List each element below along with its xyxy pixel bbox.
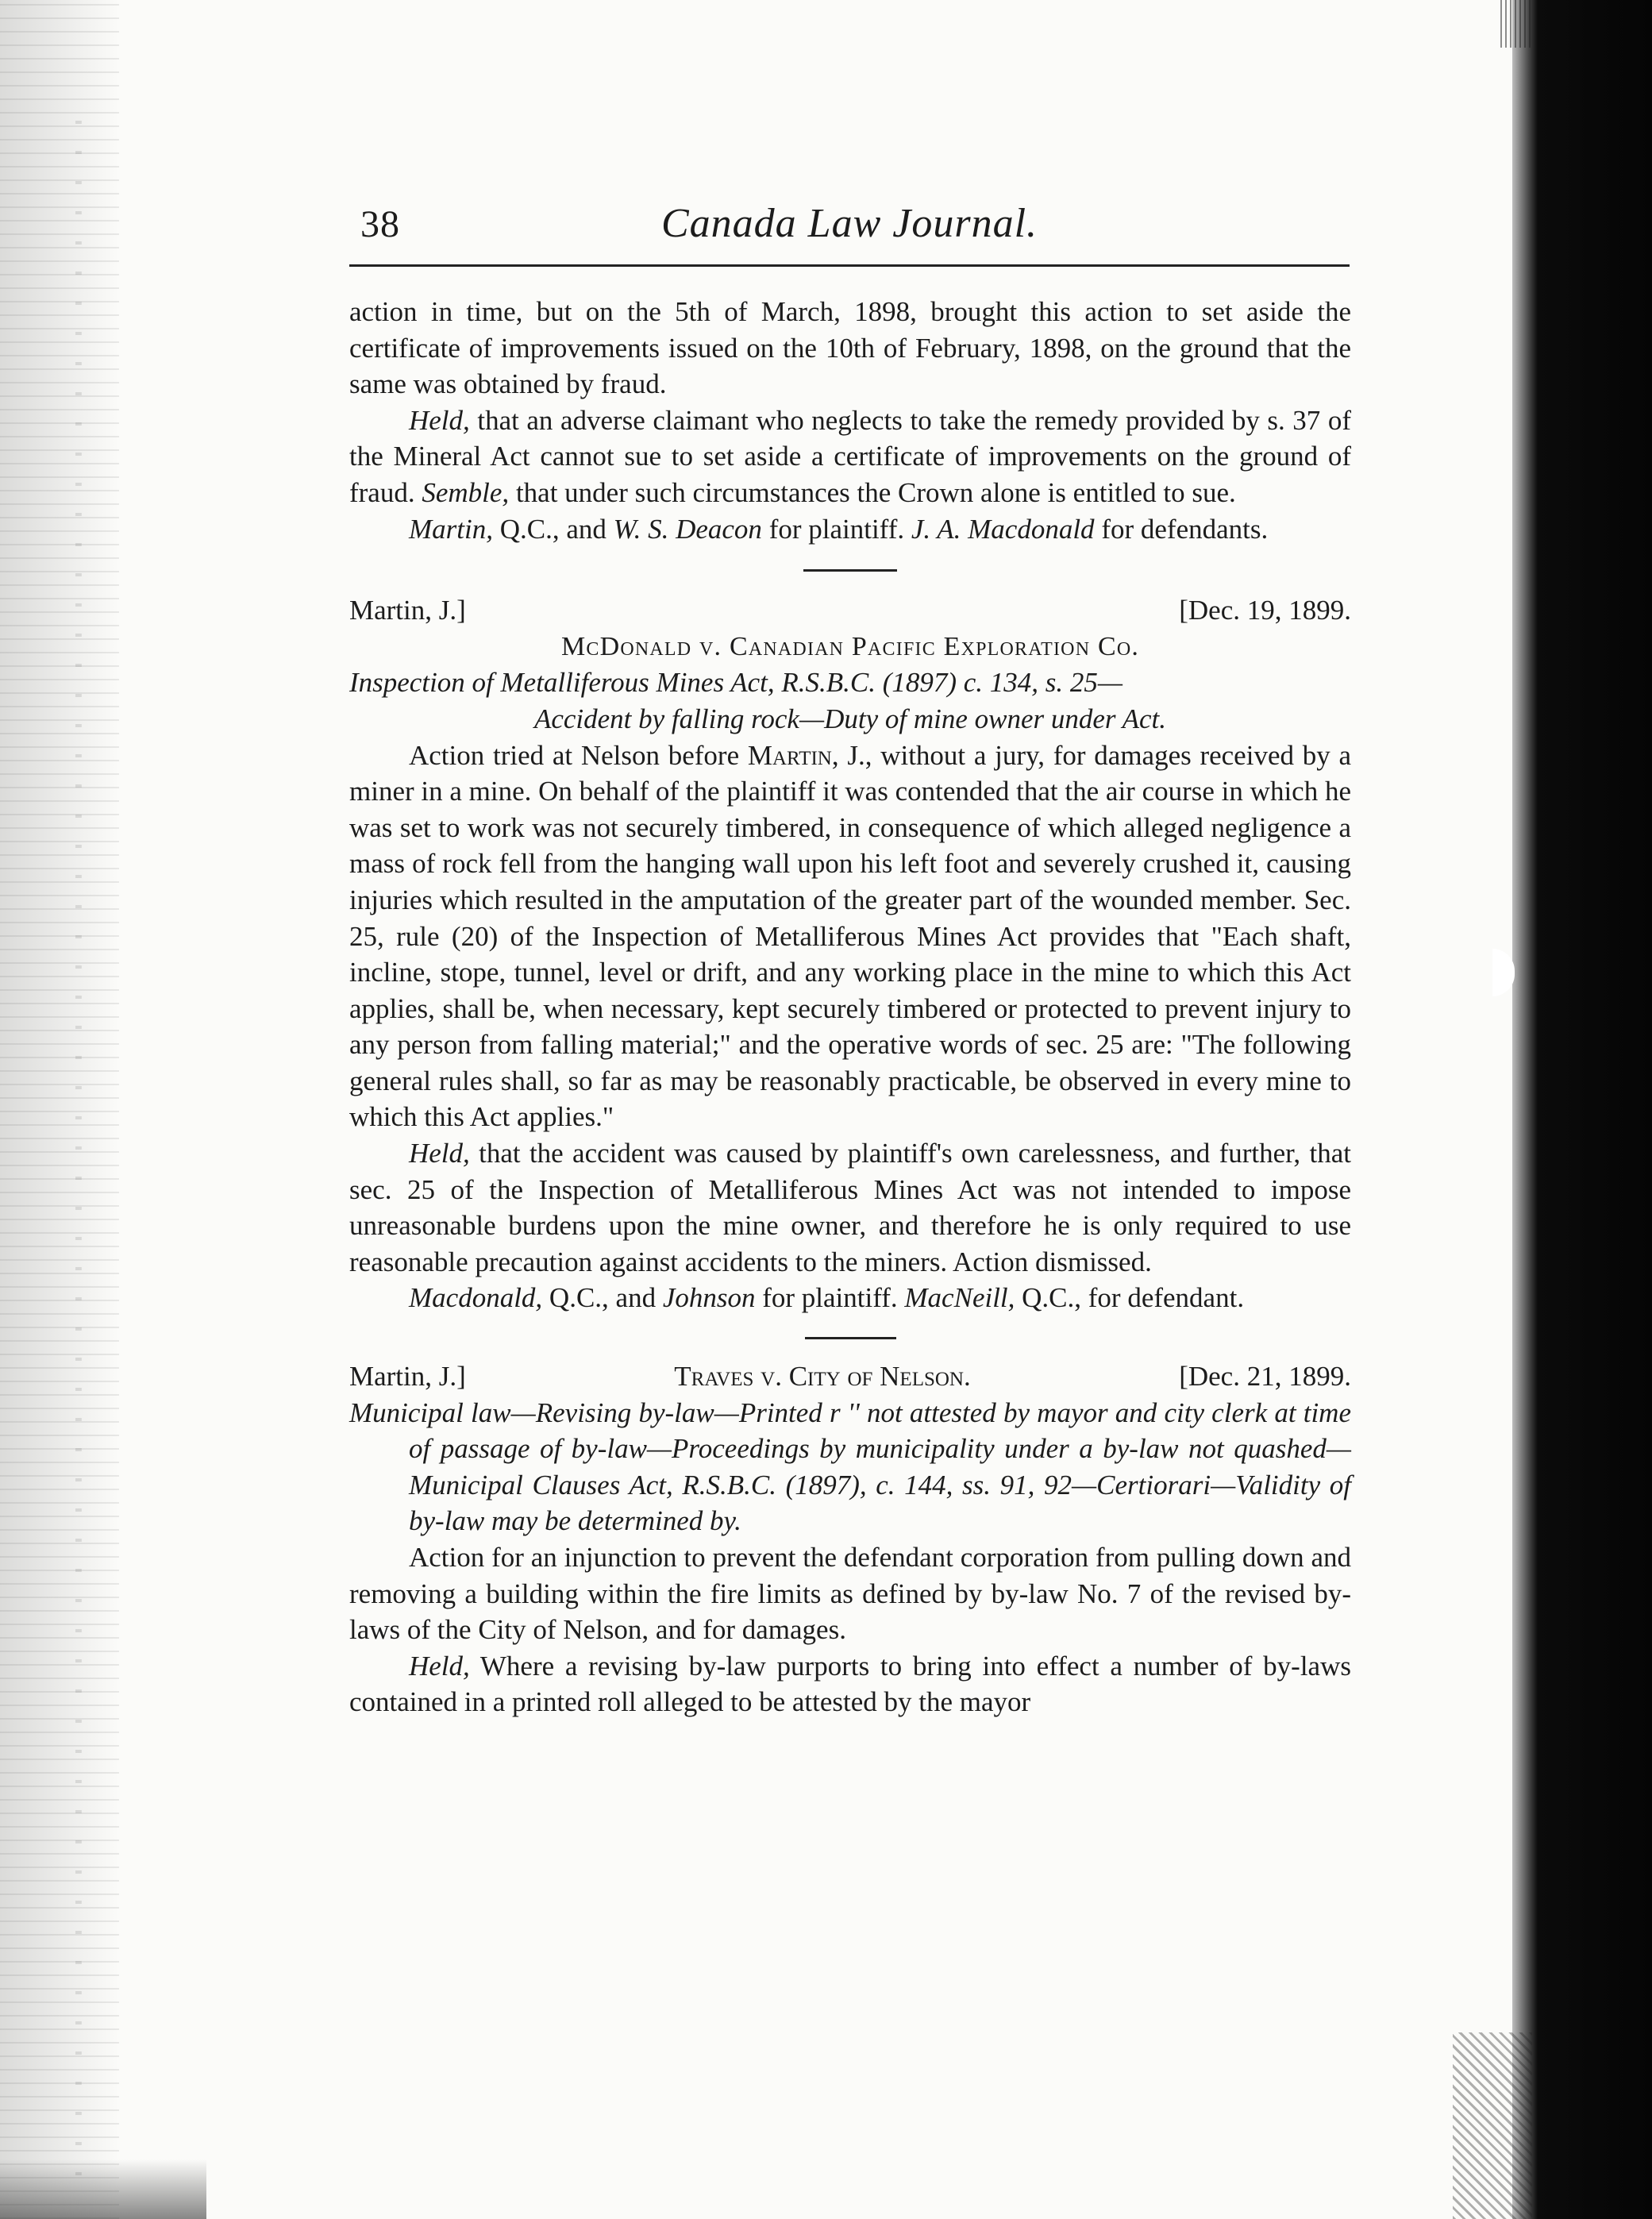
- counsel-paragraph: [349, 1280, 1351, 1316]
- scan-edge-bottom-left: [0, 2159, 206, 2219]
- case-title: Traves v. City of Nelson.: [674, 1361, 971, 1393]
- counsel-text: for plaintiff.: [761, 513, 911, 545]
- held-paragraph: [349, 1135, 1351, 1280]
- case-heading: [349, 1358, 1351, 1395]
- case-date: [Dec. 19, 1899.: [1179, 595, 1351, 626]
- section-divider: [805, 1337, 896, 1339]
- held-label: Held,: [409, 1650, 470, 1682]
- counsel-name: Johnson: [662, 1282, 756, 1314]
- held-paragraph: [349, 403, 1351, 511]
- body-text: Action tried at Nelson before: [409, 739, 748, 771]
- scan-edge-right-bottom: [1453, 2032, 1532, 2219]
- headnote: Municipal law—Revising by-law—Printed r '' not attested by mayor and city clerk at time of passage of by-law—Proceedings by municipality under a by-law not quashed—Municipal Clauses Act, R.S.B.C. (1897), c. 144, ss. 91, 92—Certiorari—Validity of by-law may be determined by.: [349, 1397, 1351, 1537]
- held-text: Where a revising by-law purports to bring into effect a number of by-laws contained in a printed roll alleged to be attested by the mayor: [349, 1650, 1351, 1718]
- counsel-name: Macdonald,: [409, 1282, 543, 1314]
- running-title: Canada Law Journal.: [660, 201, 1038, 246]
- counsel-name: MacNeill,: [904, 1282, 1015, 1314]
- counsel-text: for defendants.: [1094, 513, 1269, 545]
- held-text: that the accident was caused by plaintiff's own carelessness, and further, that sec. 25 of the Inspection of Metalliferous Mines Act was not intended to impose unreasonable burdens upon the mine owner, and therefore he is only required to use reasonable precaution against accidents to the miners. Action dismissed.: [349, 1138, 1351, 1277]
- section-divider: [803, 569, 897, 572]
- page-header: [349, 198, 1350, 262]
- paragraph: action in time, but on the 5th of March, 1898, brought this action to set aside the certificate of improvements issued on the 10th of February, 1898, on the ground that the same was obtained by fraud.: [349, 296, 1351, 400]
- headnote-line: Accident by falling rock—Duty of mine owner under Act.: [533, 703, 1167, 734]
- counsel-paragraph: [349, 511, 1351, 548]
- counsel-text: Q.C., and: [492, 513, 614, 545]
- counsel-name: J. A. Macdonald: [911, 513, 1095, 545]
- held-text: that an adverse claimant who neglects to take the remedy provided by s. 37 of the Mineral Act cannot sue to set aside a certificate of improvements on the ground of fraud.: [349, 404, 1351, 508]
- page-number: 38: [360, 203, 400, 245]
- body-text: , J., without a jury, for damages received by a miner in a mine. On behalf of the plaintiff it was contended that the air course in which he was set to work was not securely timbered, in consequence of which alleged negligence a mass of rock fell from the hanging wall upon his left foot and severely crushed it, causing injuries which resulted in the amputation of the greater part of the wounded member. Sec. 25, rule (20) of the Inspection of Metalliferous Mines Act provides that "Each shaft, incline, stope, tunnel, level or drift, and any working place in the mine to which this Act applies, shall be, when necessary, kept securely timbered or protected to prevent injury to any person from falling material;" and the operative words of sec. 25 are: "The following general rules shall, so far as may be reasonably practicable, be observed in every mine to which this Act applies.": [349, 739, 1351, 1133]
- body-paragraph: Action for an injunction to prevent the defendant corporation from pulling down and removing a building within the fire limits as defined by by-law No. 7 of the revised by-laws of the City of Nelson, and for damages.: [349, 1542, 1351, 1646]
- judge-name: Martin, J.]: [349, 1361, 466, 1393]
- judge-name: Martin, J.]: [349, 595, 466, 626]
- headnote-line: Inspection of Metalliferous Mines Act, R.S.B.C. (1897) c. 134, s. 25—: [349, 667, 1123, 699]
- held-paragraph: [349, 1648, 1351, 1720]
- case-heading: [349, 592, 1351, 629]
- counsel-name: W. S. Deacon: [613, 513, 762, 545]
- semble-label: Semble,: [422, 476, 510, 508]
- body-paragraph: [349, 738, 1351, 1136]
- held-label: Held,: [409, 404, 470, 436]
- page-body: [349, 294, 1351, 1720]
- held-label: Held,: [409, 1138, 470, 1169]
- case-title: McDonald v. Canadian Pacific Exploration Co.: [560, 631, 1140, 661]
- case-date: [Dec. 21, 1899.: [1179, 1361, 1351, 1393]
- scan-edge-right: [1512, 0, 1652, 2219]
- counsel-text: for plaintiff.: [755, 1282, 905, 1314]
- semble-text: that under such circumstances the Crown alone is entitled to sue.: [509, 476, 1236, 508]
- counsel-text: Q.C., for defendant.: [1015, 1282, 1245, 1314]
- counsel-name: Martin,: [409, 513, 493, 545]
- judge-name-inline: Martin: [747, 739, 832, 771]
- scan-edge-notch: [1492, 949, 1515, 996]
- header-rule: [349, 264, 1350, 267]
- counsel-text: Q.C., and: [542, 1282, 663, 1314]
- scan-edge-right-top: [1500, 0, 1532, 48]
- scan-edge-left: [0, 0, 119, 2219]
